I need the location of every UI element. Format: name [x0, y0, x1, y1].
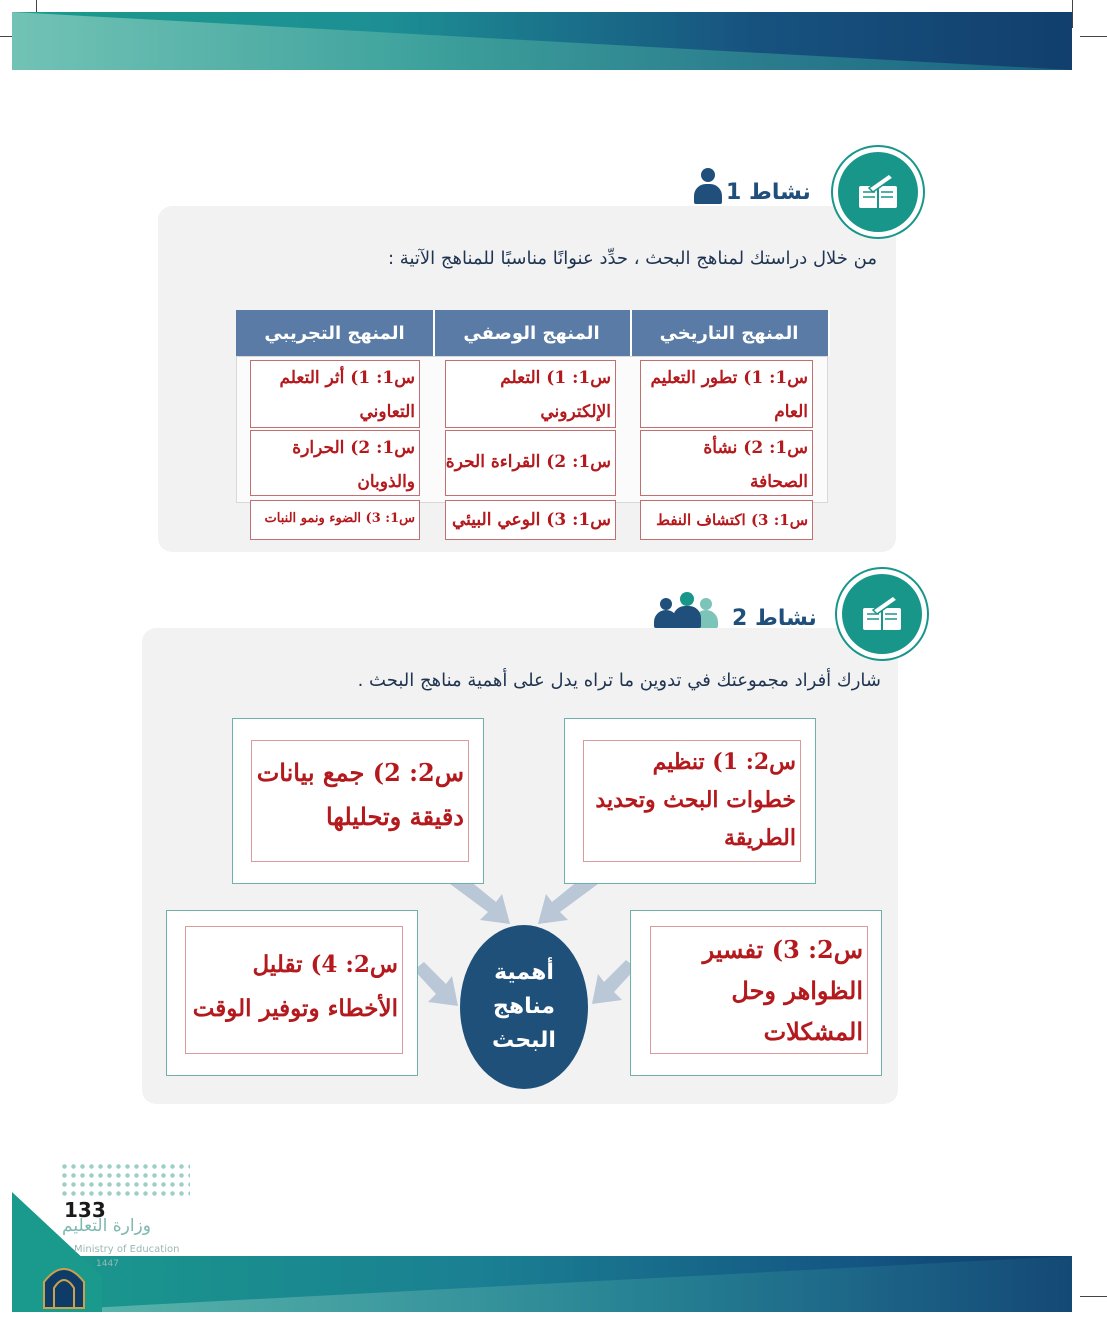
activity2-prompt: شارك أفراد مجموعتك في تدوين ما تراه يدل على أهمية مناهج البحث . — [357, 670, 881, 691]
answer-box[interactable]: س2: 2) جمع بيانات دقيقة وتحليلها — [251, 740, 469, 862]
emblem-icon — [38, 1258, 90, 1310]
footer-band — [12, 1256, 1072, 1312]
answer-cell[interactable]: س1: 1) أثر التعلم التعاوني — [250, 360, 420, 428]
answer-box[interactable]: س2: 4) تقليل الأخطاء وتوفير الوقت — [185, 926, 403, 1054]
crop-mark — [1072, 0, 1073, 28]
activity2-title: نشاط 2 — [732, 606, 817, 631]
answer-cell[interactable]: س1: 2) الحرارة والذوبان — [250, 430, 420, 496]
answer-cell[interactable]: س1: 1) تطور التعليم العام — [640, 360, 813, 428]
notebook-icon — [842, 574, 922, 654]
answer-cell[interactable]: س1: 2) نشأة الصحافة — [640, 430, 813, 496]
crop-mark — [1080, 1296, 1107, 1297]
center-line: البحث — [492, 1028, 556, 1053]
activity1-title: نشاط 1 — [726, 180, 811, 205]
single-person-icon — [692, 168, 724, 204]
center-line: أهمية — [494, 960, 554, 985]
answer-cell[interactable]: س1: 3) الوعي البيئي — [445, 500, 616, 540]
column-header-historical: المنهج التاريخي — [630, 310, 830, 356]
activity1-prompt: من خلال دراستك لمناهج البحث ، حدِّد عنوانًا مناسبًا للمناهج الآتية : — [388, 248, 877, 269]
ministry-name-english: Ministry of Education — [74, 1244, 180, 1255]
answer-cell[interactable]: س1: 2) القراءة الحرة — [445, 430, 616, 496]
center-line: مناهج — [493, 994, 555, 1019]
crop-mark — [1080, 36, 1107, 37]
group-icon — [654, 590, 724, 628]
answer-cell[interactable]: س1: 3) الضوء ونمو النبات — [250, 500, 420, 540]
answer-box[interactable]: س2: 1) تنظيم خطوات البحث وتحديد الطريقة — [583, 740, 801, 862]
column-header-experimental: المنهج التجريبي — [236, 310, 435, 356]
notebook-icon — [838, 152, 918, 232]
answer-cell[interactable]: س1: 3) اكتشاف النفط — [640, 500, 813, 540]
center-concept — [460, 925, 588, 1089]
header-band — [12, 12, 1072, 70]
answer-cell[interactable]: س1: 1) التعلم الإلكتروني — [445, 360, 616, 428]
arrow-icon — [414, 962, 462, 1010]
ministry-name-arabic: وزارة التعليم — [62, 1216, 151, 1236]
ministry-logo-dots — [60, 1162, 190, 1198]
arrow-icon — [588, 960, 636, 1008]
page-number: 133 — [64, 1198, 106, 1222]
answer-box[interactable]: س2: 3) تفسير الظواهر وحل المشكلات — [650, 926, 868, 1054]
column-header-descriptive: المنهج الوصفي — [433, 310, 632, 356]
edition-year: 1447 — [96, 1259, 119, 1269]
